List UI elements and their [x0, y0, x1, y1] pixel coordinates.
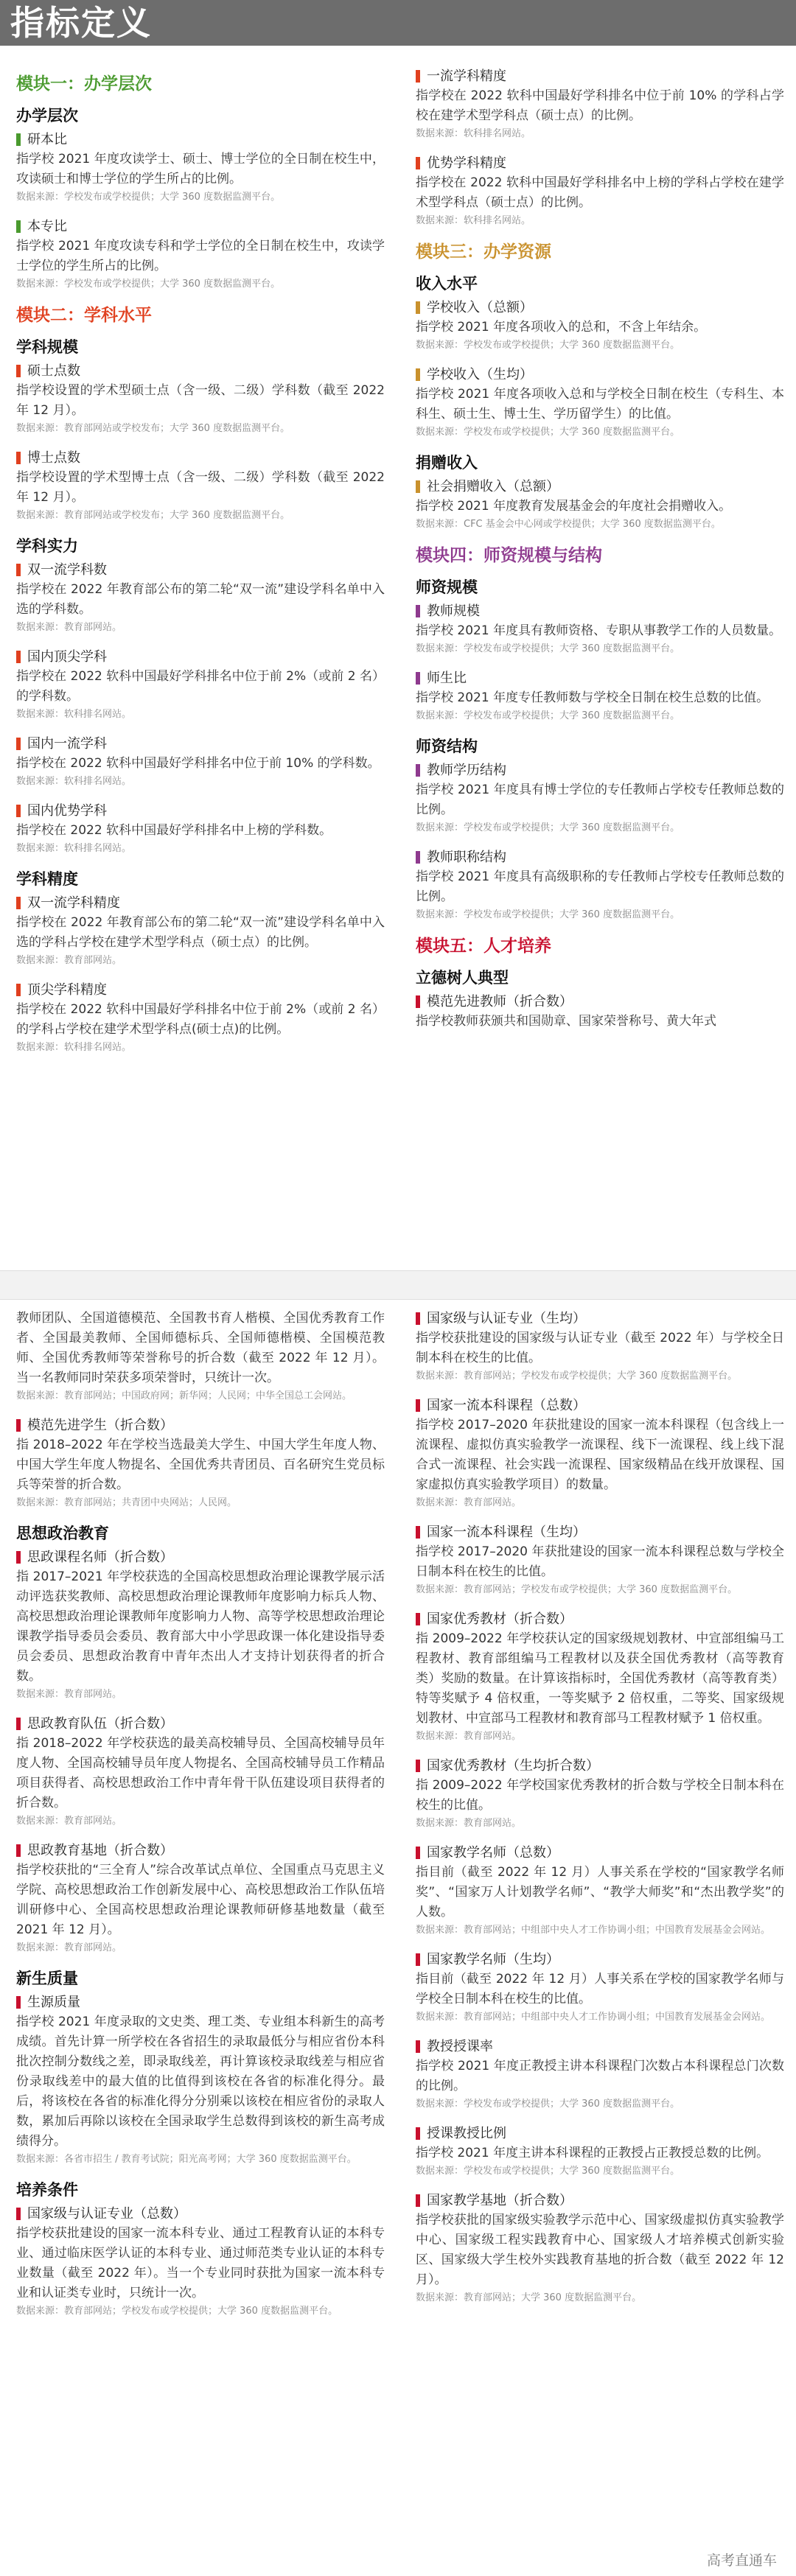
indicator-title — [416, 2191, 784, 2211]
indicator-item — [416, 66, 784, 141]
indicator-title — [416, 1843, 784, 1863]
indicator-item — [16, 647, 385, 722]
indicator-item — [16, 217, 385, 292]
group-title: 捐赠收入 — [416, 454, 478, 472]
group-title: 学科精度 — [16, 870, 78, 888]
indicator-title-text: 一流学科精度 — [427, 69, 506, 84]
indicator-description: 指学校 2021 年度录取的文史类、理工类、专业组本科新生的高考成绩。首先计算一所学校在各省招生的录取最低分与相应省份本科批次控制分数线之差，即录取线差，再计算该校录取线差与相应省份录取线差中的最大值的比值得到该校在各省的标准化得分。最后，将该校在各省的标准化得分分别乘以该校在相应省份的录取人数，累加后再除以该校在全国录取学生总数得到该校的新生高考成绩得分。 — [16, 2015, 385, 2149]
indicator-title — [16, 893, 385, 913]
indicator-item — [416, 365, 784, 440]
indicator-source: 数据来源：教育部网站或学校发布；大学 360 度数据监测平台。 — [16, 423, 290, 434]
indicator-title-text: 思政教育队伍（折合数） — [27, 1716, 173, 1732]
indicator-description: 指学校 2021 年度攻读学士、硕士、博士学位的全日制在校生中，攻读硕士和博士学位的学生所占的比例。 — [16, 152, 385, 186]
indicator-item — [416, 2191, 784, 2306]
indicator-source: 数据来源：教育部网站。 — [16, 1942, 122, 1953]
bullet-marker-icon — [416, 2194, 420, 2207]
indicator-source: 数据来源：教育部网站；学校发布或学校提供；大学 360 度数据监测平台。 — [416, 1371, 738, 1382]
indicator-source: 数据来源：学校发布或学校提供；大学 360 度数据监测平台。 — [16, 279, 281, 290]
indicator-title-text: 国内顶尖学科 — [27, 649, 107, 665]
bullet-marker-icon — [16, 220, 21, 233]
group-title: 新生质量 — [16, 1970, 78, 1987]
indicator-title — [416, 1396, 784, 1415]
indicator-title-text: 双一流学科数 — [27, 562, 107, 578]
indicator-title — [16, 801, 385, 821]
bullet-marker-icon — [416, 1526, 420, 1539]
indicator-item — [16, 1992, 385, 2167]
indicator-item — [416, 2124, 784, 2179]
indicator-description: 指学校 2021 年度正教授主讲本科课程门次数占本科课程总门次数的比例。 — [416, 2059, 784, 2093]
bullet-marker-icon — [416, 851, 420, 864]
indicator-item — [416, 1950, 784, 2025]
bullet-marker-icon — [416, 70, 420, 83]
indicator-title — [416, 2037, 784, 2057]
indicator-title — [416, 1950, 784, 1970]
indicator-title-text: 国内优势学科 — [27, 803, 107, 819]
module-title: 模块四：师资规模与结构 — [416, 546, 602, 565]
group-title: 立德树人典型 — [416, 969, 509, 987]
bullet-marker-icon — [416, 368, 420, 381]
indicator-source: 数据来源：学校发布或学校提供；大学 360 度数据监测平台。 — [416, 822, 680, 833]
indicator-item — [16, 130, 385, 205]
indicator-title — [16, 217, 385, 237]
indicator-description: 指学校 2021 年度攻读专科和学士学位的全日制在校生中，攻读学士学位的学生所占的比例。 — [16, 239, 385, 273]
module-title: 模块五：人才培养 — [416, 937, 551, 956]
indicator-description: 指学校获批的“三全育人”综合改革试点单位、全国重点马克思主义学院、高校思想政治工作创新发展中心、高校思想政治工作队伍培训研修中心、全国高校思想政治理论课教师研修基地数量（截至 2021 年 12 月）。 — [16, 1863, 385, 1937]
bullet-marker-icon — [16, 805, 21, 817]
indicator-source: 数据来源：学校发布或学校提供；大学 360 度数据监测平台。 — [416, 643, 680, 654]
indicator-item — [416, 847, 784, 923]
indicator-item — [16, 560, 385, 635]
bullet-marker-icon — [16, 564, 21, 576]
indicator-description: 指学校在 2022 软科中国最好学科排名中位于前 10% 的学科数。 — [16, 756, 380, 771]
indicator-title — [16, 560, 385, 580]
indicator-source: 数据来源：教育部网站。 — [16, 1689, 122, 1700]
indicator-description: 指学校获批的国家级实验教学示范中心、国家级虚拟仿真实验教学中心、国家级工程实践教育中心、国家级人才培养模式创新实验区、国家级大学生校外实践教育基地的折合数（截至 2022 年 12 月）。 — [416, 2213, 784, 2287]
bullet-marker-icon — [16, 1996, 21, 2009]
indicator-description: 指学校在 2022 年教育部公布的第二轮“双一流”建设学科名单中入选的学科占学校在建学术型学科点（硕士点）的比例。 — [16, 915, 385, 950]
module-title: 模块二：学科水平 — [16, 306, 152, 325]
continued-source: 数据来源：教育部网站；中国政府网；新华网；人民网；中华全国总工会网站。 — [16, 1390, 352, 1401]
indicator-source: 数据来源：教育部网站；共青团中央网站；人民网。 — [16, 1497, 237, 1508]
indicator-title — [416, 847, 784, 867]
indicator-description: 指学校在 2022 软科中国最好学科排名中位于前 2%（或前 2 名）的学科数。 — [16, 669, 385, 704]
indicator-item — [416, 760, 784, 836]
indicator-source: 数据来源：教育部网站。 — [16, 622, 122, 633]
bullet-marker-icon — [416, 1847, 420, 1859]
indicator-title-text: 国家教学名师（生均） — [427, 1952, 559, 1967]
indicator-title — [16, 1714, 385, 1734]
indicator-source: 数据来源：软科排名网站。 — [16, 709, 132, 720]
indicator-source: 数据来源：各省市招生 / 教育考试院；阳光高考网；大学 360 度数据监测平台。 — [16, 2154, 357, 2165]
indicator-source: 数据来源：CFC 基金会中心网或学校提供；大学 360 度数据监测平台。 — [416, 519, 721, 530]
indicator-title-text: 国家级与认证专业（总数） — [27, 2206, 186, 2222]
indicator-description: 指学校 2021 年度教育发展基金会的年度社会捐赠收入。 — [416, 499, 732, 514]
indicator-title-text: 本专比 — [27, 219, 67, 234]
indicator-item — [16, 734, 385, 789]
indicator-title — [16, 1992, 385, 2012]
indicator-description: 指学校 2021 年度各项收入的总和，不含上年结余。 — [416, 320, 707, 335]
indicator-description: 指学校设置的学术型硕士点（含一级、二级）学科数（截至 2022 年 12 月）。 — [16, 383, 385, 418]
indicator-description: 指学校在 2022 软科中国最好学科排名中位于前 10% 的学科占学校在建学术型学科点（硕士点）的比例。 — [416, 88, 784, 123]
indicator-item — [416, 992, 784, 1032]
column-4 — [416, 1309, 784, 2572]
indicator-description: 指 2018–2022 年学校获选的最美高校辅导员、全国高校辅导员年度人物、全国高校辅导员年度人物提名、全国高校辅导员工作精品项目获得者、高校思想政治工作中青年骨干队伍建设项目获得者的折合数。 — [16, 1736, 385, 1810]
indicator-item — [416, 1609, 784, 1744]
indicator-title-text: 教师职称结构 — [427, 850, 506, 865]
bullet-marker-icon — [16, 452, 21, 464]
indicator-title-text: 教师规模 — [427, 603, 480, 619]
indicator-source: 数据来源：学校发布或学校提供；大学 360 度数据监测平台。 — [416, 710, 680, 721]
indicator-source: 数据来源：软科排名网站。 — [16, 843, 132, 854]
indicator-title — [16, 2204, 385, 2224]
indicator-title — [416, 365, 784, 385]
indicator-item — [16, 1841, 385, 1956]
continued-description: 教师团队、全国道德模范、全国教书育人楷模、全国优秀教育工作者、全国最美教师、全国师德标兵、全国师德楷模、全国模范教师、全国优秀教师等荣誉称号的折合数（截至 2022 年 12 月）。当一名教师同时荣获多项荣誉时，只统计一次。 — [16, 1311, 385, 1385]
indicator-title-text: 国家级与认证专业（生均） — [427, 1311, 586, 1326]
indicator-title-text: 思政课程名师（折合数） — [27, 1550, 173, 1565]
indicator-source: 数据来源：教育部网站；学校发布或学校提供；大学 360 度数据监测平台。 — [416, 1584, 738, 1595]
indicator-title-text: 教师学历结构 — [427, 763, 506, 778]
indicator-description: 指学校 2021 年度具有高级职称的专任教师占学校专任教师总数的比例。 — [416, 869, 784, 904]
indicator-description: 指学校 2021 年度具有博士学位的专任教师占学校专任教师总数的比例。 — [416, 783, 784, 817]
bullet-marker-icon — [416, 301, 420, 314]
bullet-marker-icon — [416, 157, 420, 169]
bullet-marker-icon — [416, 1953, 420, 1966]
bullet-marker-icon — [16, 984, 21, 996]
indicator-title-text: 思政教育基地（折合数） — [27, 1843, 173, 1858]
column-2 — [416, 66, 784, 1260]
bullet-marker-icon — [16, 1551, 21, 1564]
indicator-title — [416, 1756, 784, 1776]
indicator-description: 指 2017–2021 年学校获选的全国高校思想政治理论课教学展示活动评选获奖教师、高校思想政治理论课教师年度影响力标兵人物、高校思想政治理论课教师年度影响力人物、高等学校思想政治理论课教学指导委员会委员、教育部大中小学思政课一体化建设指导委员会委员、思想政治教育中青年杰出人才支持计划获得者的折合数。 — [16, 1569, 385, 1684]
indicator-title-text: 模范先进教师（折合数） — [427, 994, 573, 1009]
indicator-description: 指学校在 2022 软科中国最好学科排名中上榜的学科数。 — [16, 823, 332, 838]
indicator-source: 数据来源：教育部网站。 — [416, 1497, 522, 1508]
indicator-title — [416, 153, 784, 173]
indicator-title-text: 模范先进学生（折合数） — [27, 1418, 173, 1433]
indicator-title-text: 国内一流学科 — [27, 736, 107, 752]
bullet-marker-icon — [16, 738, 21, 750]
indicator-description: 指 2009–2022 年学校获认定的国家级规划教材、中宣部组编马工程教材、教育部组编马工程教材以及获全国优秀教材（高等教育类）奖励的数量。在计算该指标时，全国优秀教材（高等教育类）特等奖赋予 4 倍权重，一等奖赋予 2 倍权重，二等奖、国家级规划教材、中宣部马工程教材和教育部马工程教材赋予 1 倍权重。 — [416, 1631, 784, 1726]
bullet-marker-icon — [16, 897, 21, 909]
bullet-marker-icon — [416, 1613, 420, 1625]
indicator-item — [416, 1396, 784, 1511]
indicator-source: 数据来源：软科排名网站。 — [416, 215, 531, 226]
indicator-item — [16, 980, 385, 1055]
indicator-item — [416, 1522, 784, 1597]
bullet-marker-icon — [416, 764, 420, 777]
page-title: 指标定义 — [10, 3, 152, 43]
indicator-description: 指目前（截至 2022 年 12 月）人事关系在学校的国家教学名师与学校全日制本科在校生的比值。 — [416, 1972, 784, 2006]
indicator-title-text: 国家优秀教材（生均折合数） — [427, 1758, 599, 1774]
group-title: 学科实力 — [16, 537, 78, 555]
indicator-source: 数据来源：教育部网站；大学 360 度数据监测平台。 — [416, 2292, 642, 2303]
indicator-item — [416, 153, 784, 228]
indicator-title-text: 国家教学基地（折合数） — [427, 2193, 573, 2208]
bullet-marker-icon — [416, 2040, 420, 2053]
indicator-description: 指目前（截至 2022 年 12 月）人事关系在学校的“国家教学名师奖”、“国家万人计划教学名师”、“教学大师奖”和“杰出教学奖”的人数。 — [416, 1865, 784, 1919]
indicator-title — [16, 130, 385, 150]
indicator-item — [16, 361, 385, 436]
page-separator — [0, 1270, 796, 1300]
indicator-title — [416, 477, 784, 497]
indicator-title-text: 学校收入（生均） — [427, 367, 533, 382]
indicator-title-text: 学校收入（总额） — [427, 300, 533, 315]
bullet-marker-icon — [416, 1312, 420, 1325]
indicator-title — [16, 1547, 385, 1567]
bullet-marker-icon — [16, 1419, 21, 1432]
indicator-item — [416, 668, 784, 724]
indicator-item — [16, 1714, 385, 1829]
indicator-description: 指学校 2021 年度具有教师资格、专职从事教学工作的人员数量。 — [416, 623, 782, 638]
group-title: 学科规模 — [16, 338, 78, 356]
indicator-source: 数据来源：学校发布或学校提供；大学 360 度数据监测平台。 — [416, 340, 680, 351]
module-title: 模块三：办学资源 — [416, 242, 551, 262]
bullet-marker-icon — [416, 995, 420, 1008]
bullet-marker-icon — [416, 1399, 420, 1412]
indicator-source: 数据来源：教育部网站。 — [416, 1731, 522, 1742]
group-title: 师资规模 — [416, 578, 478, 596]
indicator-title-text: 国家教学名师（总数） — [427, 1845, 559, 1861]
indicator-description: 指学校 2021 年度专任教师数与学校全日制在校生总数的比值。 — [416, 690, 769, 705]
indicator-source: 数据来源：学校发布或学校提供；大学 360 度数据监测平台。 — [16, 192, 281, 203]
indicator-source: 数据来源：学校发布或学校提供；大学 360 度数据监测平台。 — [416, 2166, 680, 2177]
indicator-title-text: 社会捐赠收入（总额） — [427, 479, 559, 494]
bullet-marker-icon — [416, 2127, 420, 2140]
indicator-source: 数据来源：教育部网站。 — [16, 955, 122, 966]
indicator-source: 数据来源：教育部网站；学校发布或学校提供；大学 360 度数据监测平台。 — [16, 2306, 338, 2317]
indicator-item — [416, 2037, 784, 2112]
indicator-title — [16, 734, 385, 754]
indicator-title-text: 顶尖学科精度 — [27, 982, 107, 998]
indicator-item — [416, 601, 784, 657]
bullet-marker-icon — [16, 1844, 21, 1857]
module-title: 模块一：办学层次 — [16, 74, 152, 94]
indicator-source: 数据来源：软科排名网站。 — [16, 1042, 132, 1053]
indicator-description: 指 2018–2022 年在学校当选最美大学生、中国大学生年度人物、中国大学生年度人物提名、全国优秀共青团员、百名研究生党员标兵等荣誉的折合数。 — [16, 1438, 385, 1492]
column-1 — [16, 66, 385, 1260]
indicator-title — [16, 647, 385, 667]
indicator-description: 指 2009–2022 年学校国家优秀教材的折合数与学校全日制本科在校生的比值。 — [416, 1778, 784, 1813]
bullet-marker-icon — [16, 2208, 21, 2220]
indicator-title — [416, 1609, 784, 1629]
bullet-marker-icon — [16, 1718, 21, 1730]
watermark-text: 高考直通车 — [706, 2552, 777, 2569]
indicator-title — [416, 668, 784, 688]
bullet-marker-icon — [416, 480, 420, 493]
indicator-description: 指学校教师获颁共和国勋章、国家荣誉称号、黄大年式 — [416, 1014, 716, 1029]
indicator-source: 数据来源：教育部网站或学校发布；大学 360 度数据监测平台。 — [16, 510, 290, 521]
group-title: 办学层次 — [16, 107, 78, 125]
indicator-title — [16, 1841, 385, 1861]
indicator-description: 指学校 2021 年度主讲本科课程的正教授占正教授总数的比例。 — [416, 2146, 769, 2160]
indicator-source: 数据来源：学校发布或学校提供；大学 360 度数据监测平台。 — [416, 427, 680, 438]
indicator-item — [16, 2204, 385, 2319]
indicator-item — [16, 1547, 385, 1702]
indicator-title — [16, 361, 385, 381]
bullet-marker-icon — [416, 672, 420, 685]
indicator-item — [416, 1756, 784, 1831]
indicator-source: 数据来源：教育部网站。 — [416, 1818, 522, 1829]
column-3 — [16, 1309, 385, 2572]
indicator-item — [416, 477, 784, 532]
indicator-description: 指学校在 2022 软科中国最好学科排名中位于前 2%（或前 2 名）的学科占学校在建学术型学科点(硕士点)的比例。 — [16, 1002, 385, 1037]
indicator-title-text: 师生比 — [427, 671, 467, 686]
indicator-title-text: 国家一流本科课程（生均） — [427, 1525, 586, 1540]
indicator-description: 指学校 2017–2020 年获批建设的国家一流本科课程（包含线上一流课程、虚拟仿真实验教学一流课程、线下一流课程、线上线下混合式一流课程、社会实践一流课程、国家级精品在线开放课程、国家虚拟仿真实验教学项目）的数量。 — [416, 1418, 784, 1492]
indicator-source: 数据来源：教育部网站；中组部中央人才工作协调小组；中国教育发展基金会网站。 — [416, 2012, 771, 2023]
indicator-description: 指学校设置的学术型博士点（含一级、二级）学科数（截至 2022 年 12 月）。 — [16, 470, 385, 505]
indicator-title — [416, 1522, 784, 1542]
page-header — [0, 0, 796, 46]
indicator-source: 数据来源：软科排名网站。 — [416, 128, 531, 139]
indicator-title-text: 生源质量 — [27, 1995, 80, 2010]
indicator-title-text: 国家优秀教材（折合数） — [427, 1611, 573, 1627]
indicator-title-text: 优势学科精度 — [427, 155, 506, 171]
bullet-marker-icon — [416, 1760, 420, 1772]
bullet-marker-icon — [16, 365, 21, 377]
indicator-title-text: 硕士点数 — [27, 363, 80, 379]
indicator-title — [416, 66, 784, 86]
indicator-source: 数据来源：学校发布或学校提供；大学 360 度数据监测平台。 — [416, 909, 680, 920]
group-title: 思想政治教育 — [16, 1525, 109, 1542]
indicator-title — [416, 992, 784, 1012]
bullet-marker-icon — [16, 133, 21, 146]
indicator-source: 数据来源：软科排名网站。 — [16, 776, 132, 787]
indicator-description: 指学校获批建设的国家一流本科专业、通过工程教育认证的本科专业、通过临床医学认证的本科专业、通过师范类专业认证的本科专业数量（截至 2022 年）。当一个专业同时获批为国家一流本科专业和认证类专业时，只统计一次。 — [16, 2226, 385, 2300]
indicator-item — [16, 448, 385, 523]
indicator-title-text: 教授授课率 — [427, 2039, 493, 2054]
indicator-item — [416, 298, 784, 353]
indicator-title — [416, 2124, 784, 2143]
indicator-title — [416, 760, 784, 780]
indicator-description: 指学校获批建设的国家级与认证专业（截至 2022 年）与学校全日制本科在校生的比值。 — [416, 1331, 784, 1365]
bullet-marker-icon — [16, 651, 21, 663]
indicator-item — [16, 801, 385, 856]
indicator-item — [16, 893, 385, 968]
indicator-title — [16, 980, 385, 1000]
bullet-marker-icon — [416, 605, 420, 617]
group-title: 培养条件 — [16, 2181, 78, 2199]
indicator-description: 指学校在 2022 年教育部公布的第二轮“双一流”建设学科名单中入选的学科数。 — [16, 582, 385, 617]
indicator-source: 数据来源：学校发布或学校提供；大学 360 度数据监测平台。 — [416, 2099, 680, 2110]
indicator-title — [16, 1415, 385, 1435]
indicator-description: 指学校 2017–2020 年获批建设的国家一流本科课程总数与学校全日制本科在校生的比值。 — [416, 1544, 784, 1579]
indicator-source: 数据来源：教育部网站。 — [16, 1816, 122, 1827]
indicator-title-text: 国家一流本科课程（总数） — [427, 1398, 586, 1413]
indicator-description: 指学校在 2022 软科中国最好学科排名中上榜的学科占学校在建学术型学科点（硕士点）的比例。 — [416, 175, 784, 210]
indicator-item — [416, 1309, 784, 1384]
group-title: 收入水平 — [416, 275, 478, 293]
indicator-title-text: 授课教授比例 — [427, 2126, 506, 2141]
indicator-item — [416, 1843, 784, 1938]
indicator-title — [416, 298, 784, 318]
group-title: 师资结构 — [416, 738, 478, 755]
indicator-title — [416, 601, 784, 621]
indicator-item — [16, 1415, 385, 1511]
indicator-title — [416, 1309, 784, 1329]
indicator-title — [16, 448, 385, 468]
indicator-title-text: 研本比 — [27, 132, 67, 147]
continued-item — [16, 1309, 385, 1404]
indicator-title-text: 博士点数 — [27, 450, 80, 466]
indicator-description: 指学校 2021 年度各项收入总和与学校全日制在校生（专科生、本科生、硕士生、博士生、学历留学生）的比值。 — [416, 387, 784, 421]
indicator-source: 数据来源：教育部网站；中组部中央人才工作协调小组；中国教育发展基金会网站。 — [416, 1925, 771, 1936]
indicator-title-text: 双一流学科精度 — [27, 895, 120, 911]
